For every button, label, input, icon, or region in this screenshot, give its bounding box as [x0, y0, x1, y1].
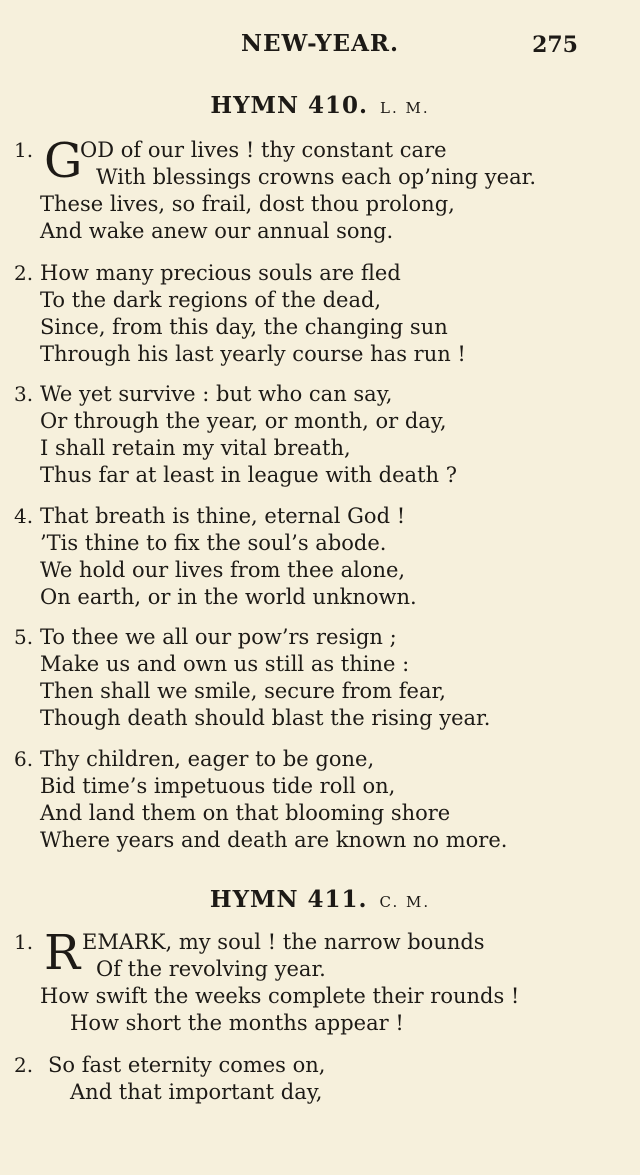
verse-line: [14, 503, 614, 530]
verse-line-text: Then shall we smile, secure from fear,: [40, 679, 446, 703]
verse-line: [14, 164, 614, 191]
verse-line: [14, 462, 614, 489]
verse-line: [14, 773, 614, 800]
verse-line-text: So fast eternity comes on,: [48, 1053, 326, 1077]
verse-line-text: Thus far at least in league with death ?: [40, 463, 457, 487]
stanza: [14, 133, 614, 245]
verse-line-text: Make us and own us still as thine :: [40, 652, 410, 676]
verse-line: [14, 624, 614, 651]
verse-line-text: We hold our lives from thee alone,: [40, 558, 406, 582]
stanza: [14, 260, 614, 368]
verse-line-text: ’Tis thine to fix the soul’s abode.: [40, 531, 387, 555]
stanza: [14, 503, 614, 611]
running-head: NEW-YEAR.: [240, 30, 400, 57]
verse-line-text: Since, from this day, the changing sun: [40, 315, 448, 339]
stanza-number: 6.: [14, 747, 34, 771]
hymn-meter: L. M.: [380, 99, 430, 117]
verse-line-text: To the dark regions of the dead,: [40, 288, 382, 312]
verse-line-text: And land them on that blooming shore: [40, 801, 451, 825]
verse-line-text: I shall retain my vital breath,: [40, 436, 351, 460]
stanza: [14, 381, 614, 489]
stanza: [14, 925, 614, 1037]
stanza-number: 5.: [14, 625, 34, 649]
page-number: 275: [532, 32, 578, 58]
verse-line: [14, 983, 614, 1010]
verse-line-text: Where years and death are known no more.: [40, 828, 508, 852]
stanza-number: 4.: [14, 504, 34, 528]
verse-line: [14, 800, 614, 827]
verse-line: [14, 1010, 614, 1037]
verse-line-text: These lives, so frail, dost thou prolong,: [40, 192, 455, 216]
verse-line-text: And that important day,: [70, 1080, 323, 1104]
verse-line: [14, 746, 614, 773]
verse-line-text: To thee we all our pow’rs resign ;: [40, 625, 397, 649]
verse-line-text: On earth, or in the world unknown.: [40, 585, 417, 609]
verse-line: [14, 408, 614, 435]
verse-line: [14, 530, 614, 557]
verse-line: [14, 584, 614, 611]
stanza: [14, 624, 614, 732]
stanza-number: 3.: [14, 382, 34, 406]
drop-cap: R: [44, 925, 81, 981]
stanza-number: 1.: [14, 930, 34, 954]
verse-line-text: And wake anew our annual song.: [40, 219, 394, 243]
verse-line-text: Through his last yearly course has run !: [40, 342, 466, 366]
stanza: [14, 746, 614, 854]
verse-line-text: Thy children, eager to be gone,: [40, 747, 375, 771]
verse-line: [14, 218, 614, 245]
verse-line-text: Bid time’s impetuous tide roll on,: [40, 774, 396, 798]
verse-line: [14, 956, 614, 983]
verse-line: [14, 191, 614, 218]
verse-line-text: We yet survive : but who can say,: [40, 382, 393, 406]
stanza-number: 1.: [14, 138, 34, 162]
verse-line-text: That breath is thine, eternal God !: [40, 504, 406, 528]
verse-line: [14, 1079, 614, 1106]
verse-line: [14, 314, 614, 341]
hymn-meter: C. M.: [379, 893, 431, 911]
verse-line-text: How short the months appear !: [70, 1011, 404, 1035]
hymn-title: [0, 92, 640, 119]
hymn-number: HYMN 411.: [209, 886, 368, 913]
hymn-title: [0, 886, 640, 913]
verse-line-text: Though death should blast the rising year.: [40, 706, 491, 730]
verse-line: [14, 557, 614, 584]
hymn-number: HYMN 410.: [210, 92, 369, 119]
verse-line: [14, 705, 614, 732]
stanza: [14, 1052, 614, 1106]
verse-line: [14, 341, 614, 368]
verse-line-text: With blessings crowns each op’ning year.: [96, 165, 537, 189]
verse-line-text: How many precious souls are fled: [40, 261, 401, 285]
verse-line-text: How swift the weeks complete their rounds !: [40, 984, 520, 1008]
verse-line: [14, 381, 614, 408]
verse-line-text: Or through the year, or month, or day,: [40, 409, 447, 433]
verse-line-text: Of the revolving year.: [96, 957, 326, 981]
verse-line: [14, 678, 614, 705]
verse-line-text: EMARK, my soul ! the narrow bounds: [82, 930, 485, 954]
verse-line: [14, 435, 614, 462]
verse-line: [14, 827, 614, 854]
verse-line: [14, 287, 614, 314]
stanza-number: 2.: [14, 261, 34, 285]
verse-line: [14, 1052, 614, 1079]
drop-cap: G: [44, 133, 83, 189]
stanza-number: 2.: [14, 1053, 34, 1077]
verse-line: [14, 260, 614, 287]
verse-line-text: OD of our lives ! thy constant care: [80, 138, 447, 162]
verse-line: [14, 651, 614, 678]
